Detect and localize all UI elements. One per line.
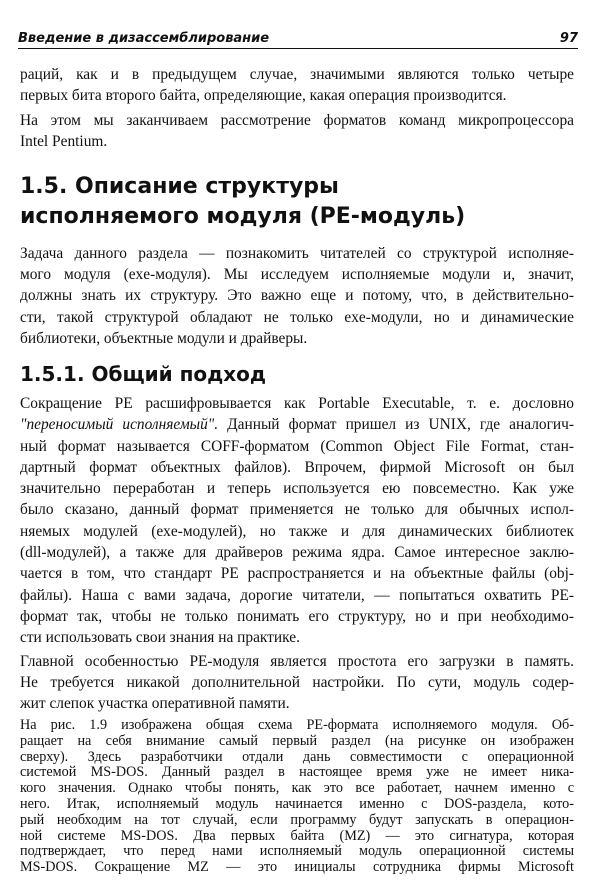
text-line	[20, 414, 574, 435]
text-line: няемых модулей (exe-модулей), но также и для динамических библиотек	[20, 522, 574, 540]
text-line: системой MS-DOS. Данный раздел в настоящее время уже не имеет ника-	[20, 764, 574, 781]
text-line: мого модуля (exe-модуля). Мы исследуем исполняемые модули и, значит,	[20, 266, 574, 284]
text-line: ращает на себя внимание самый первый раздел (на рисунке он изображен	[20, 732, 574, 749]
text-line: Главной особенностью PE-модуля является простота его загрузки в память.	[20, 653, 574, 670]
text-line: (dll-модулей), а также для драйверов режима ядра. Самое интересное заклю-	[20, 544, 574, 562]
text-fragment: Данный формат пришел из UNIX, где аналогич-	[218, 416, 574, 434]
text-line: Сокращение PE расшифровывается как Portable Executable, т. е. дословно	[20, 395, 574, 412]
section-paragraph	[20, 243, 574, 349]
text-line: MS-DOS. Сокращение MZ — это инициалы сотрудника фирмы Microsoft	[20, 859, 574, 876]
text-line: рый необходим на тот случай, если программу будут запускать в операцион-	[20, 811, 574, 828]
page-number: 97	[559, 31, 578, 46]
running-header	[18, 28, 578, 49]
text-line: раций, как и в предыдущем случае, значимыми являются только четыре	[20, 66, 574, 83]
text-line: дартный формат объектных файлов). Впрочем, фирмой Microsoft он был	[20, 458, 574, 476]
text-line: сти использовать свои знания на практике.	[20, 629, 300, 647]
subsection-heading: 1.5.1. Общий подход	[20, 362, 267, 386]
paragraph-pe-scheme	[20, 718, 574, 876]
text-line: сти, такой структурой обладают не только exe-модули, но и динамические	[20, 308, 574, 326]
text-line: На этом мы заканчиваем рассмотрение форматов команд микропроцессора	[20, 112, 574, 129]
text-line: сверху). Здесь разработчики отдали дань совместимости с операционной	[20, 748, 574, 765]
paragraph-pe-loading	[20, 651, 574, 715]
italic-phrase: "переносимый исполняемый".	[20, 416, 219, 434]
text-line: ной системе MS-DOS. Два первых байта (MZ) — это сигнатура, которая	[20, 827, 574, 844]
section-heading-line: 1.5. Описание структуры	[20, 174, 339, 199]
text-line: Задача данного раздела — познакомить читателей со структурой исполняе-	[20, 245, 574, 262]
text-line: файлы). Наша с вами задача, дорогие читатели, — попытаться охватить PE-	[20, 586, 574, 604]
text-line: чается в том, что стандарт PE распространяется и на объектные файлы (obj-	[20, 565, 574, 583]
text-line: него. Итак, исполняемый модуль начинается именно с DOS-раздела, кото-	[20, 795, 574, 812]
text-line: было сказано, данный формат применяется не только для обычных испол-	[20, 501, 574, 519]
intro-paragraph-2	[20, 110, 574, 152]
text-line: На рис. 1.9 изображена общая схема PE-формата исполняемого модуля. Об-	[20, 717, 574, 733]
text-line: первых бита второго байта, определяющие, какая операция производится.	[20, 87, 507, 105]
section-heading-line: исполняемого модуля (PE-модуль)	[20, 204, 466, 229]
text-line: ный формат называется COFF-форматом (Common Object File Format, стан-	[20, 437, 574, 455]
running-header-title: Введение в дизассемблирование	[18, 31, 270, 46]
intro-paragraph-1	[20, 64, 574, 106]
paragraph-pe-overview	[20, 393, 574, 649]
text-line: формат так, чтобы не только понимать его структуру, но и при необходимо-	[20, 607, 574, 625]
text-line: Intel Pentium.	[20, 133, 108, 151]
text-line: библиотеки, объектные модули и драйверы.	[20, 329, 308, 347]
text-line: должны знать их структуру. Это важно еще и потому, что, в действительно-	[20, 287, 574, 305]
text-line: значительно переработан и теперь используется ею повсеместно. Как уже	[20, 480, 574, 498]
text-line: подтверждает, что перед нами исполняемый модуль операционной системы	[20, 843, 574, 860]
text-line: кого значения. Однако чтобы понять, как это все работает, начнем именно с	[20, 780, 574, 797]
text-line: Не требуется никакой дополнительной настройки. По сути, модуль содер-	[20, 674, 574, 692]
section-heading	[20, 172, 580, 232]
text-line: жит слепок участка оперативной памяти.	[20, 695, 290, 713]
